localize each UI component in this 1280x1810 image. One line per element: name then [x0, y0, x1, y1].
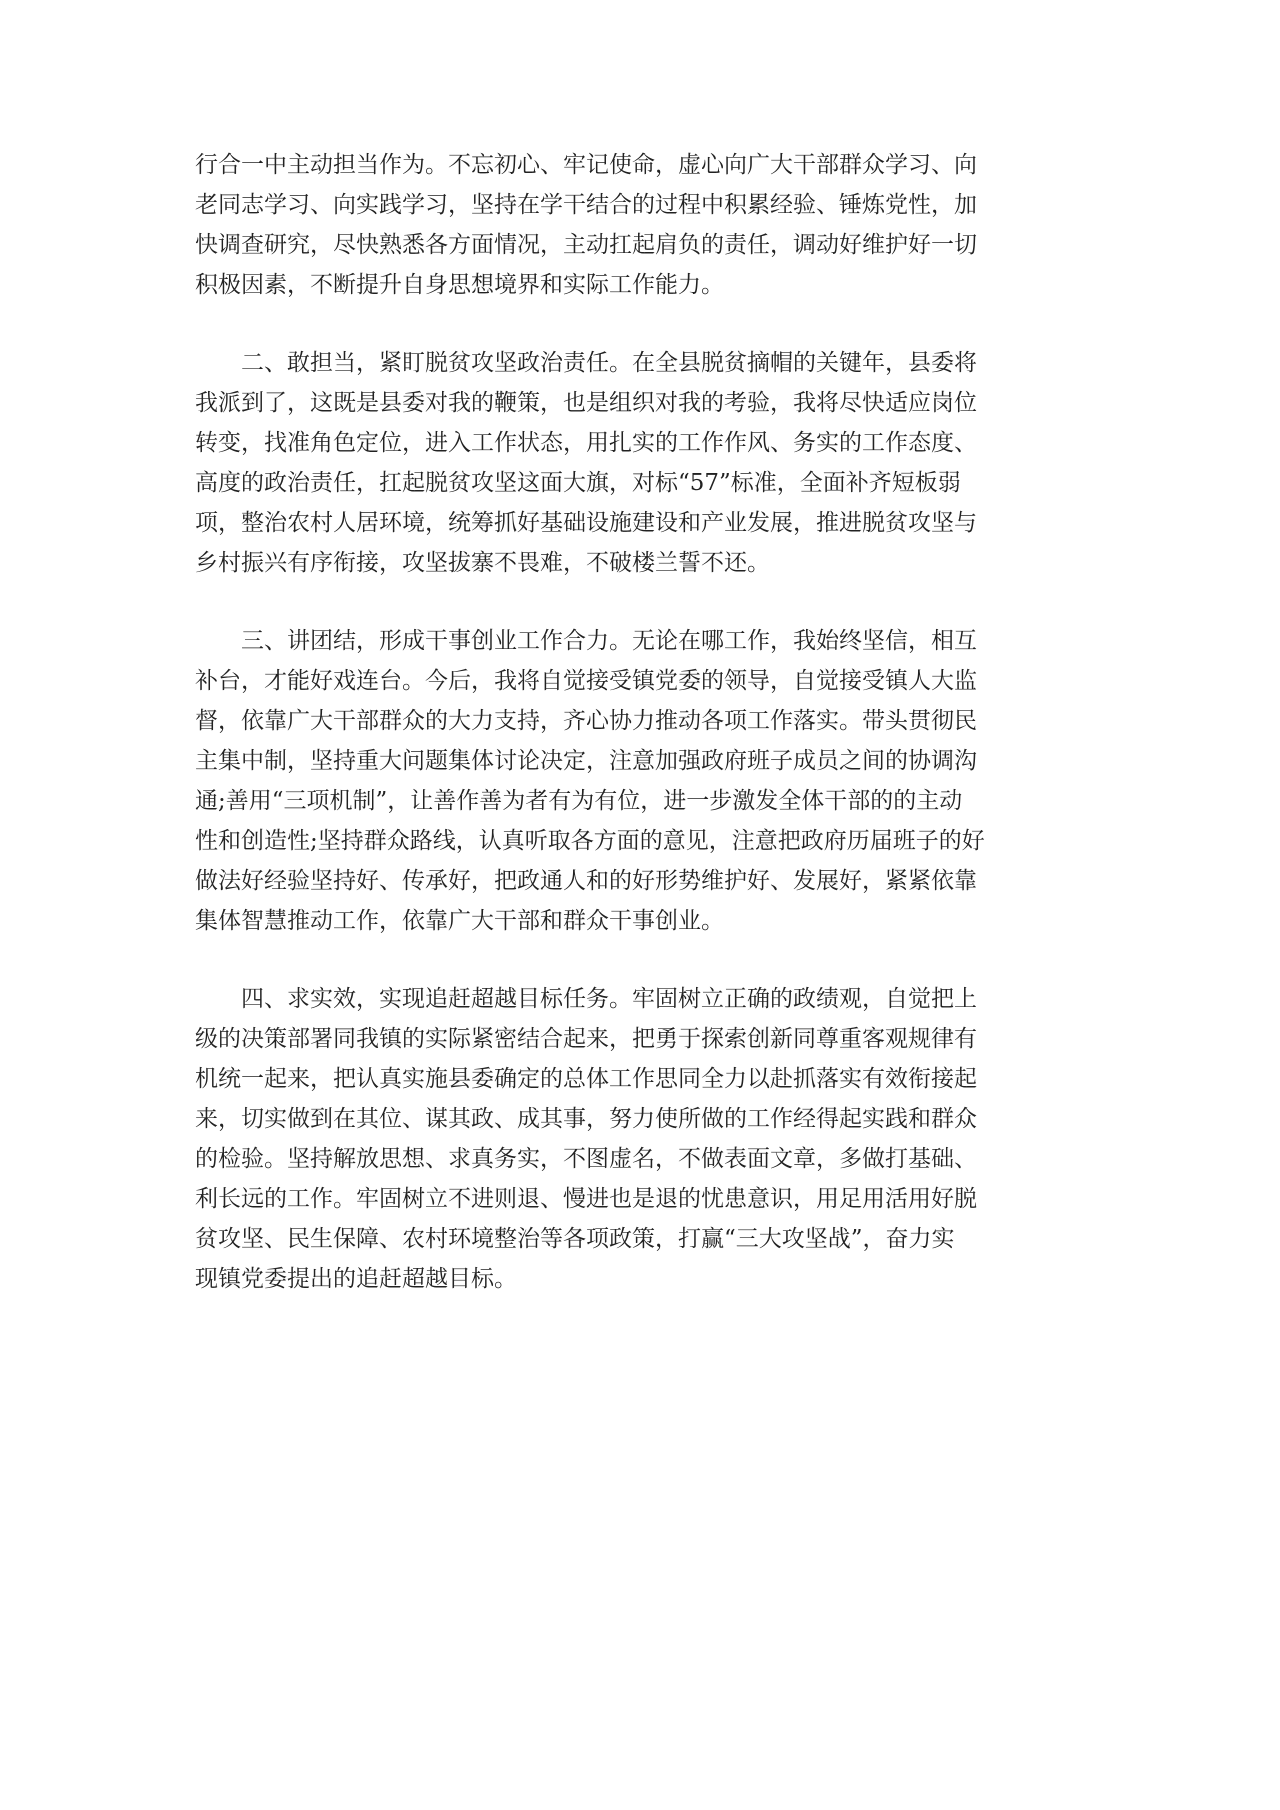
text-line: 高度的政治责任，扛起脱贫攻坚这面大旗，对标“57”标准，全面补齐短板弱: [195, 470, 961, 496]
text-line: 现镇党委提出的追赶超越目标。: [195, 1266, 517, 1292]
text-line: 性和创造性;坚持群众路线，认真听取各方面的意见，注意把政府历届班子的好: [195, 828, 985, 854]
text-line: 项，整治农村人居环境，统筹抓好基础设施建设和产业发展，推进脱贫攻坚与: [195, 510, 977, 536]
text-line: 通;善用“三项机制”，让善作善为者有为有位，进一步激发全体干部的的主动: [195, 788, 963, 814]
text-line: 做法好经验坚持好、传承好，把政通人和的好形势维护好、发展好，紧紧依靠: [195, 868, 977, 894]
text-line: 贫攻坚、民生保障、农村环境整治等各项政策，打赢“三大攻坚战”，奋力实: [195, 1226, 955, 1252]
text-line: 我派到了，这既是县委对我的鞭策，也是组织对我的考验，我将尽快适应岗位: [195, 390, 977, 416]
paragraph-unity: [195, 621, 1085, 941]
text-line: 来，切实做到在其位、谋其政、成其事，努力使所做的工作经得起实践和群众: [195, 1106, 977, 1132]
text-line: 四、求实效，实现追赶超越目标任务。牢固树立正确的政绩观，自觉把上: [241, 986, 977, 1012]
paragraph-dare-to-take-responsibility: [195, 343, 1085, 583]
document-body: [195, 145, 1085, 1337]
text-line: 主集中制，坚持重大问题集体讨论决定，注意加强政府班子成员之间的协调沟: [195, 748, 977, 774]
text-line: 级的决策部署同我镇的实际紧密结合起来，把勇于探索创新同尊重客观规律有: [195, 1026, 977, 1052]
text-line: 乡村振兴有序衔接，攻坚拔寨不畏难，不破楼兰誓不还。: [195, 550, 770, 576]
text-line: 的检验。坚持解放思想、求真务实，不图虚名，不做表面文章，多做打基础、: [195, 1146, 977, 1172]
text-line: 机统一起来，把认真实施县委确定的总体工作思同全力以赴抓落实有效衔接起: [195, 1066, 977, 1092]
text-line: 补台，才能好戏连台。今后，我将自觉接受镇党委的领导，自觉接受镇人大监: [195, 668, 977, 694]
text-line: 二、敢担当，紧盯脱贫攻坚政治责任。在全县脱贫摘帽的关键年，县委将: [241, 350, 977, 376]
text-line: 利长远的工作。牢固树立不进则退、慢进也是退的忧患意识，用足用活用好脱: [195, 1186, 977, 1212]
text-line: 积极因素，不断提升自身思想境界和实际工作能力。: [195, 272, 724, 298]
text-line: 三、讲团结，形成干事创业工作合力。无论在哪工作，我始终坚信，相互: [241, 628, 977, 654]
text-line: 集体智慧推动工作，依靠广大干部和群众干事创业。: [195, 908, 724, 934]
paragraph-seek-results: [195, 979, 1085, 1299]
text-line: 老同志学习、向实践学习，坚持在学干结合的过程中积累经验、锤炼党性，加: [195, 192, 977, 218]
text-line: 行合一中主动担当作为。不忘初心、牢记使命，虚心向广大干部群众学习、向: [195, 152, 977, 178]
paragraph-continuation: [195, 145, 1085, 305]
text-line: 快调查研究，尽快熟悉各方面情况，主动扛起肩负的责任，调动好维护好一切: [195, 232, 977, 258]
text-line: 督，依靠广大干部群众的大力支持，齐心协力推动各项工作落实。带头贯彻民: [195, 708, 977, 734]
text-line: 转变，找准角色定位，进入工作状态，用扎实的工作作风、务实的工作态度、: [195, 430, 977, 456]
